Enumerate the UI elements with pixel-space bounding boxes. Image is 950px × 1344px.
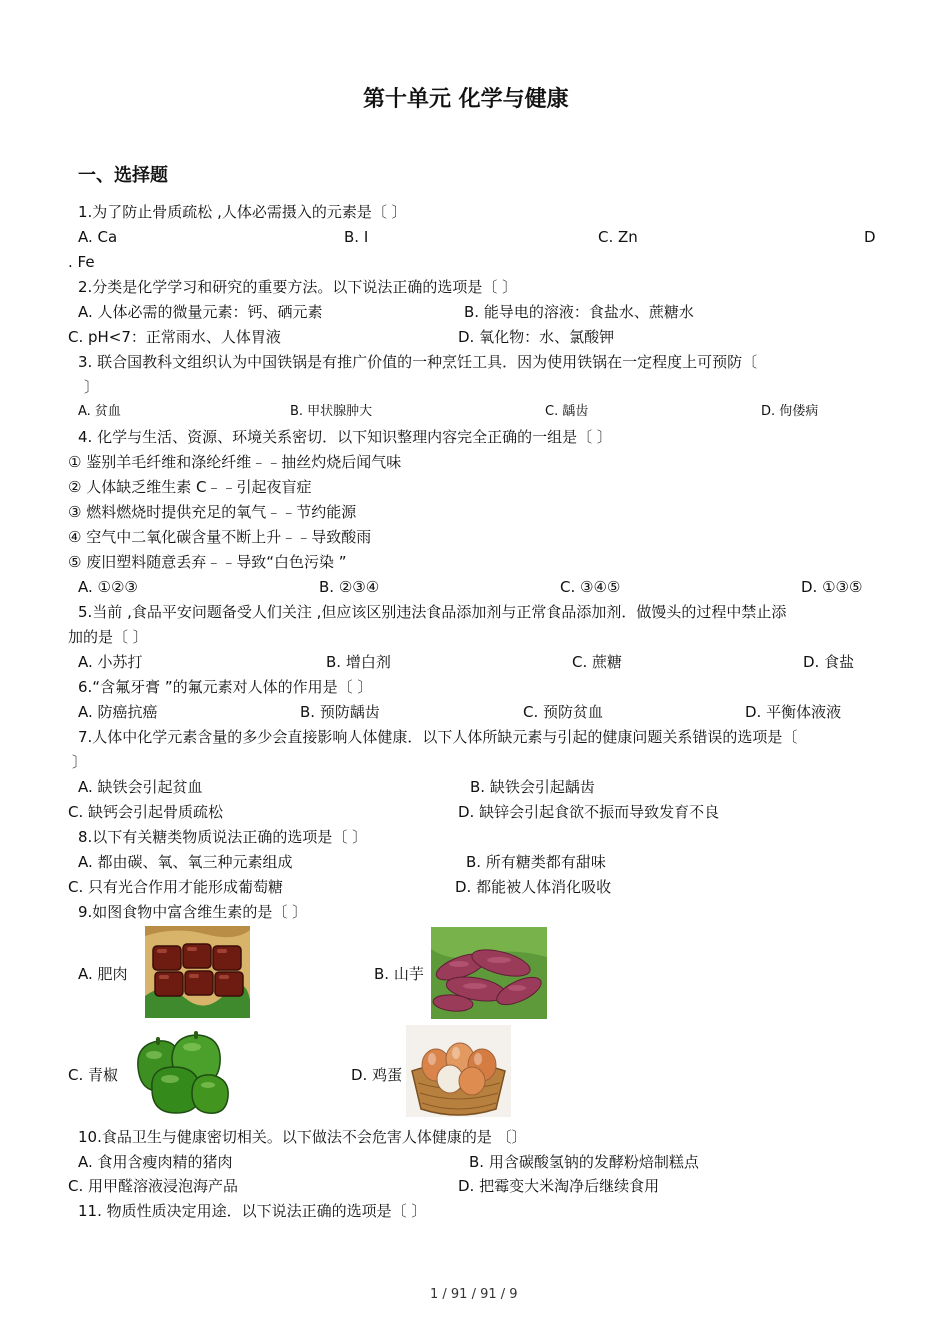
option-c: C. 青椒 [68,1066,119,1084]
question-stem: 1.为了防止骨质疏松 ,人体必需摄入的元素是〔 〕 [78,203,407,221]
list-item: ⑤ 废旧塑料随意丢弃﹣﹣导致“白色污染 ” [68,553,347,571]
option-a: A. ①②③ [78,578,138,596]
green-pepper-image [128,1027,232,1117]
option-d: D. 鸡蛋 [351,1066,403,1084]
section-heading: 一、选择题 [78,165,168,186]
list-item: ④ 空气中二氧化碳含量不断上升﹣﹣导致酸雨 [68,528,372,546]
page-title: 第十单元 化学与健康 [363,87,569,112]
braised-pork-image [145,926,250,1018]
option-a: A. 缺铁会引起贫血 [78,778,203,796]
option-c: C. 预防贫血 [523,703,604,721]
option-d: D. 佝偻病 [761,404,819,419]
option-c: C. 缺钙会引起骨质疏松 [68,803,224,821]
eggs-basket-image [406,1025,511,1117]
option-a: A. 食用含瘦肉精的猪肉 [78,1153,233,1171]
option-b: B. ②③④ [319,578,380,596]
option-d-text: . Fe [68,253,95,271]
question-stem-line1: 7.人体中化学元素含量的多少会直接影响人体健康．以下人体所缺元素与引起的健康问题关系错误的选项是〔 [78,728,798,746]
question-stem: 11. 物质性质决定用途．以下说法正确的选项是〔 〕 [78,1202,427,1220]
question-stem: 2.分类是化学学习和研究的重要方法。以下说法正确的选项是〔 〕 [78,278,518,296]
page-number: 1 / 91 / 91 / 9 [430,1287,518,1302]
option-c: C. 只有光合作用才能形成葡萄糖 [68,878,284,896]
option-b: B. I [344,228,369,246]
option-b: B. 预防龋齿 [300,703,380,721]
question-stem: 9.如图食物中富含维生素的是〔 〕 [78,903,308,921]
list-item: ③ 燃料燃烧时提供充足的氧气﹣﹣节约能源 [68,503,357,521]
option-b: B. 缺铁会引起龋齿 [470,778,595,796]
question-stem: 8.以下有关糖类物质说法正确的选项是〔 〕 [78,828,368,846]
option-b: B. 山芋 [374,965,424,983]
option-d: D. 食盐 [803,653,855,671]
option-a: A. 小苏打 [78,653,143,671]
question-stem-line1: 5.当前 ,食品平安问题备受人们关注 ,但应该区别违法食品添加剂与正常食品添加剂．做馒头的过程中禁止添 [78,603,787,621]
question-stem-line1: 3. 联合国教科文组织认为中国铁锅是有推广价值的一种烹饪工具．因为使用铁锅在一定程度上可预防〔 [78,353,758,371]
option-d: D. 都能被人体消化吸收 [455,878,612,896]
option-c: C. 用甲醛溶液浸泡海产品 [68,1177,239,1195]
option-a: A. 防癌抗癌 [78,703,158,721]
option-d: D. 平衡体液液 [745,703,842,721]
option-c: C. pH<7：正常雨水、人体胃液 [68,328,281,346]
option-b: B. 增白剂 [326,653,391,671]
option-a: A. 肥肉 [78,965,128,983]
question-stem-line2: 〕 [72,753,88,771]
option-d: D. ①③⑤ [801,578,863,596]
question-stem: 4. 化学与生活、资源、环境关系密切．以下知识整理内容完全正确的一组是〔 〕 [78,428,612,446]
option-b: B. 能导电的溶液：食盐水、蔗糖水 [464,303,694,321]
option-c: C. Zn [598,228,638,246]
question-stem-line2: 〕 [84,378,100,396]
option-d: D. 缺锌会引起食欲不振而导致发育不良 [458,803,720,821]
list-item: ② 人体缺乏维生素 C﹣﹣引起夜盲症 [68,478,312,496]
option-c: C. ③④⑤ [560,578,621,596]
list-item: ① 鉴别羊毛纤维和涤纶纤维﹣﹣抽丝灼烧后闻气味 [68,453,402,471]
option-a: A. Ca [78,228,118,246]
option-b: B. 所有糖类都有甜味 [466,853,606,871]
option-c: C. 龋齿 [545,404,589,419]
option-b: B. 甲状腺肿大 [290,404,373,419]
question-stem: 10.食品卫生与健康密切相关。以下做法不会危害人体健康的是 〔〕 [78,1128,527,1146]
question-stem-line2: 加的是〔 〕 [68,628,148,646]
option-d: D. 把霉变大米淘净后继续食用 [458,1177,660,1195]
option-b: B. 用含碳酸氢钠的发酵粉焙制糕点 [469,1153,699,1171]
option-c: C. 蔗糖 [572,653,623,671]
option-d-label: D [864,228,876,246]
option-a: A. 贫血 [78,404,121,419]
question-stem: 6.“含氟牙膏 ”的氟元素对人体的作用是〔 〕 [78,678,373,696]
option-a: A. 人体必需的微量元素：钙、硒元素 [78,303,323,321]
sweet-potato-image [431,927,547,1019]
option-d: D. 氧化物：水、氯酸钾 [458,328,615,346]
option-a: A. 都由碳、氧、氧三种元素组成 [78,853,293,871]
